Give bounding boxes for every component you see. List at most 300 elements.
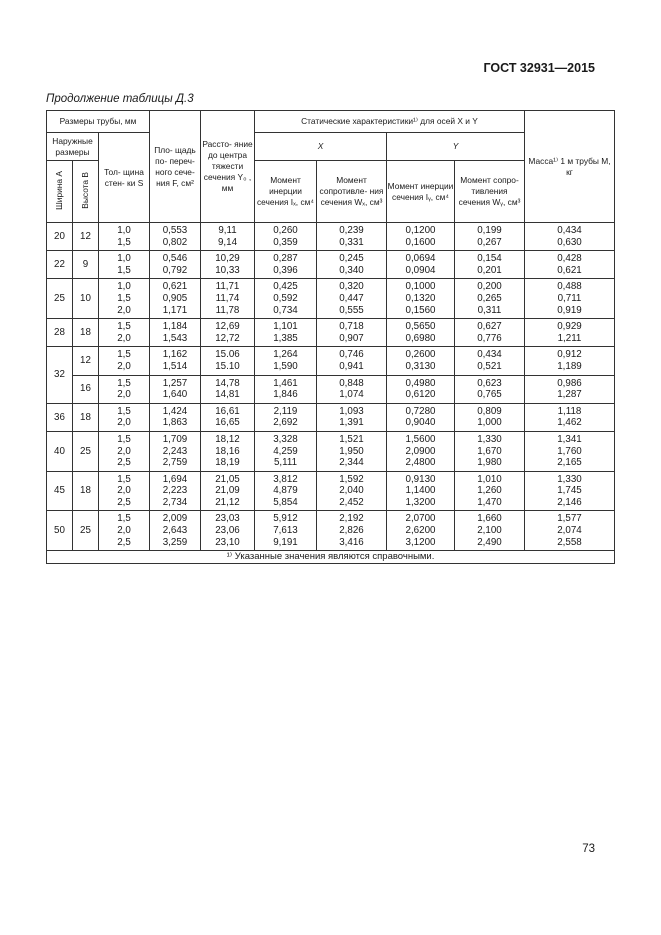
cell-value: 0,1320 [405,292,436,304]
cell-value: 1,694 [162,473,188,485]
cell-value: 1,5 [117,377,131,389]
cell-value: 2,0900 [405,445,436,457]
cell-area [150,347,201,375]
cell-value: 5,111 [273,457,298,469]
cell-value: 2,040 [339,485,364,497]
cell-value: 18,12 [215,433,240,445]
cell-mass [525,471,615,511]
cell-ix [255,223,317,251]
cell-value: 14,78 [215,377,240,389]
cell-value: 0,907 [339,332,364,344]
cell-value: 9,11 [218,225,237,236]
cell-ix [255,511,317,551]
cell-value: 0,9130 [405,473,436,485]
cell-y0 [201,403,255,431]
cell-y0 [201,375,255,403]
cell-value: 1,264 [273,349,298,361]
cell-value: 1,0 [117,253,131,265]
cell-value: 12,72 [215,332,240,344]
header-pipe-sizes: Размеры трубы, мм [47,111,150,133]
cell-value: 0,199 [477,225,502,236]
cell-ix [255,251,317,279]
cell-value: 1,000 [477,417,502,429]
cell-height: 18 [73,319,99,347]
table-footnote: ¹⁾ Указанные значения являются справочными. [47,551,615,564]
cell-y0 [201,347,255,375]
cell-wy [455,223,525,251]
cell-value: 0,3130 [405,360,436,372]
cell-value: 1,391 [339,417,364,429]
table-row [47,511,615,551]
table-row [47,403,615,431]
cell-value: 2,4800 [405,457,436,469]
cell-area [150,431,201,471]
cell-wx [317,511,387,551]
header-width [47,161,73,223]
cell-value: 1,760 [557,445,582,457]
cell-value: 1,470 [477,496,502,508]
cell-y0 [201,223,255,251]
cell-value: 1,171 [162,304,188,316]
cell-value: 0,340 [339,264,364,276]
cell-value: 2,074 [557,525,582,537]
cell-value: 23,06 [215,525,240,537]
cell-wy [455,403,525,431]
cell-value: 1,514 [162,360,188,372]
cell-value: 1,0 [117,281,131,293]
cell-value: 0,746 [339,349,364,361]
cell-wx [317,319,387,347]
cell-value: 0,919 [557,304,582,316]
cell-value: 0,7280 [405,405,436,417]
cell-wx [317,223,387,251]
cell-value: 0,359 [273,236,298,248]
cell-value: 2,146 [557,496,582,508]
cell-value: 2,100 [477,525,502,537]
cell-value: 15.10 [215,360,240,372]
header-center-distance: Рассто- яние до центра тяжести сечения Y₀ , мм [201,111,255,223]
cell-value: 1,287 [557,389,582,401]
cell-value: 1,330 [557,473,582,485]
cell-value: 1,640 [162,389,188,401]
cell-value: 0,9040 [405,417,436,429]
cell-value: 16,65 [215,417,240,429]
cell-value: 1,543 [162,332,188,344]
cell-wx [317,471,387,511]
cell-iy [387,375,455,403]
cell-value: 1,257 [162,377,188,389]
cell-height: 9 [73,251,99,279]
cell-value: 0,621 [162,281,188,293]
cell-value: 23,03 [215,513,240,525]
cell-iy [387,319,455,347]
cell-value: 18,19 [215,457,240,469]
cell-wall [99,223,150,251]
cell-wall [99,431,150,471]
cell-value: 0,546 [162,253,188,265]
cell-value: 1,577 [557,513,582,525]
table-caption: Продолжение таблицы Д.3 [46,93,194,105]
header-outer-sizes: Наружные размеры [47,133,99,161]
cell-value: 2,243 [162,445,188,457]
cell-value: 1,745 [557,485,582,497]
cell-value: 3,328 [273,433,298,445]
cell-value: 11,74 [215,292,240,304]
cell-value: 2,692 [273,417,298,429]
cell-value: 2,0 [117,360,131,372]
table-row [47,431,615,471]
cell-height: 10 [73,279,99,319]
cell-wall [99,375,150,403]
cell-value: 1,5 [117,292,131,304]
cell-height: 16 [73,375,99,403]
cell-value: 0,1000 [405,281,436,293]
cell-value: 0,0904 [405,264,436,276]
cell-value: 0,734 [273,304,298,316]
page-number: 73 [582,843,595,855]
cell-value: 1,950 [339,445,364,457]
cell-mass [525,347,615,375]
cell-ix [255,279,317,319]
cell-value: 0,718 [339,321,364,333]
cell-value: 10,29 [215,253,240,265]
cell-value: 0,905 [162,292,188,304]
cell-value: 0,630 [557,236,582,248]
cell-mass [525,251,615,279]
cell-value: 4,259 [273,445,298,457]
cell-wy [455,471,525,511]
cell-value: 0,6120 [405,389,436,401]
table-row [47,347,615,375]
cell-value: 2,009 [162,513,188,525]
cell-wx [317,279,387,319]
cell-value: 0,711 [557,292,582,304]
cell-value: 2,558 [557,536,582,548]
cell-area [150,375,201,403]
cell-value: 0,320 [339,281,364,293]
cell-value: 2,0 [117,445,131,457]
cell-mass [525,511,615,551]
header-moment-resistance-x: Момент сопротивле- ния сечения Wₓ, см³ [317,161,387,223]
cell-value: 0,311 [477,304,502,316]
cell-value: 2,0 [117,485,131,497]
cell-wall [99,251,150,279]
cell-value: 1,093 [339,405,364,417]
cell-value: 1,5600 [405,433,436,445]
cell-iy [387,511,455,551]
cell-value: 1,385 [273,332,298,344]
cell-iy [387,347,455,375]
cell-value: 4,879 [273,485,298,497]
cell-value: 3,812 [273,473,298,485]
cell-value: 2,6200 [405,525,436,537]
cell-value: 1,5 [117,264,131,276]
cell-value: 1,3200 [405,496,436,508]
cell-value: 1,5 [117,349,131,361]
cell-y0 [201,431,255,471]
header-moment-inertia-x: Момент инерции сечения Iₓ, см⁴ [255,161,317,223]
cell-iy [387,403,455,431]
table-row [47,375,615,403]
cell-height: 12 [73,223,99,251]
cell-height: 18 [73,403,99,431]
cell-area [150,403,201,431]
cell-wy [455,251,525,279]
cell-value: 1,162 [162,349,188,361]
cell-value: 1,5 [117,321,131,333]
cell-wy [455,511,525,551]
cell-y0 [201,511,255,551]
cell-height: 25 [73,431,99,471]
cell-area [150,279,201,319]
cell-area [150,319,201,347]
cell-value: 2,5 [117,457,131,469]
cell-value: 1,5 [117,473,131,485]
cell-area [150,223,201,251]
cell-value: 0,331 [339,236,364,248]
cell-value: 1,5 [117,513,131,525]
cell-value: 0,1200 [405,225,436,236]
cell-value: 0,434 [477,349,502,361]
cell-value: 0,627 [477,321,502,333]
header-area: Пло- щадь по- переч- ного сече- ния F, см² [150,111,201,223]
cell-width: 40 [47,431,73,471]
cell-value: 5,854 [273,496,298,508]
cell-value: 0,5650 [405,321,436,333]
cell-value: 0,848 [339,377,364,389]
cell-value: 0,260 [273,225,298,236]
cell-value: 2,223 [162,485,188,497]
cell-value: 1,5 [117,433,131,445]
cell-value: 9,191 [273,536,298,548]
cell-value: 0,776 [477,332,502,344]
cell-wall [99,471,150,511]
cell-value: 2,826 [339,525,364,537]
cell-value: 1,424 [162,405,188,417]
cell-value: 0,265 [477,292,502,304]
pipe-characteristics-table [46,110,615,564]
cell-value: 0,521 [477,360,502,372]
cell-height: 25 [73,511,99,551]
cell-wx [317,431,387,471]
cell-ix [255,347,317,375]
cell-wall [99,279,150,319]
cell-ix [255,471,317,511]
header-axis-x: X [255,133,387,161]
header-width-label: Ширина A [54,170,64,210]
table-body [47,223,615,551]
table-row [47,471,615,511]
cell-value: 0,287 [273,253,298,265]
cell-value: 1,461 [273,377,298,389]
cell-value: 1,189 [557,360,582,372]
cell-width: 22 [47,251,73,279]
cell-value: 0,621 [557,264,582,276]
cell-value: 11,71 [215,281,240,293]
cell-value: 1,670 [477,445,502,457]
cell-wy [455,279,525,319]
cell-value: 0,809 [477,405,502,417]
cell-value: 0,6980 [405,332,436,344]
cell-value: 1,101 [273,321,298,333]
cell-mass [525,375,615,403]
cell-value: 1,980 [477,457,502,469]
cell-value: 0,986 [557,377,582,389]
cell-wy [455,431,525,471]
cell-mass [525,223,615,251]
cell-value: 2,0 [117,332,131,344]
cell-value: 1,330 [477,433,502,445]
cell-value: 0,2600 [405,349,436,361]
cell-value: 23,10 [215,536,240,548]
cell-value: 2,0 [117,525,131,537]
header-height [73,161,99,223]
cell-value: 21,12 [215,496,240,508]
cell-value: 3,259 [162,536,188,548]
cell-width: 45 [47,471,73,511]
cell-wall [99,403,150,431]
cell-value: 0,4980 [405,377,436,389]
cell-value: 1,118 [557,405,582,417]
cell-iy [387,251,455,279]
cell-width: 32 [47,347,73,403]
cell-value: 1,5 [117,236,131,248]
table-row [47,223,615,251]
cell-value: 0,154 [477,253,502,265]
cell-value: 0,425 [273,281,298,293]
cell-value: 2,0 [117,304,131,316]
cell-mass [525,431,615,471]
cell-y0 [201,279,255,319]
cell-value: 0,245 [339,253,364,265]
cell-value: 1,074 [339,389,364,401]
cell-value: 1,521 [339,433,364,445]
cell-value: 1,010 [477,473,502,485]
cell-value: 15.06 [215,349,240,361]
cell-value: 1,846 [273,389,298,401]
cell-value: 0,623 [477,377,502,389]
cell-value: 0,553 [162,225,188,236]
cell-value: 0,941 [339,360,364,372]
cell-height: 18 [73,471,99,511]
cell-value: 12,69 [215,321,240,333]
cell-value: 2,119 [273,405,298,417]
cell-height: 12 [73,347,99,375]
header-mass: Масса¹⁾ 1 м трубы M, кг [525,111,615,223]
standard-number: ГОСТ 32931—2015 [483,61,595,75]
cell-value: 1,1400 [405,485,436,497]
cell-y0 [201,471,255,511]
cell-mass [525,319,615,347]
cell-width: 50 [47,511,73,551]
cell-value: 0,912 [557,349,582,361]
cell-value: 1,260 [477,485,502,497]
cell-value: 1,184 [162,321,188,333]
cell-value: 1,211 [557,332,582,344]
cell-value: 2,734 [162,496,188,508]
cell-value: 1,592 [339,473,364,485]
cell-iy [387,471,455,511]
cell-value: 2,759 [162,457,188,469]
cell-iy [387,279,455,319]
cell-value: 10,33 [215,264,240,276]
cell-value: 0,428 [557,253,582,265]
cell-value: 0,792 [162,264,188,276]
cell-value: 0,488 [557,281,582,293]
cell-value: 11,78 [215,304,240,316]
cell-width: 36 [47,403,73,431]
cell-ix [255,431,317,471]
cell-value: 0,1600 [405,236,436,248]
cell-ix [255,319,317,347]
cell-value: 1,5 [117,405,131,417]
cell-value: 2,0700 [405,513,436,525]
cell-value: 1,590 [273,360,298,372]
cell-value: 2,0 [117,417,131,429]
cell-value: 1,709 [162,433,188,445]
cell-wx [317,403,387,431]
cell-value: 0,239 [339,225,364,236]
cell-value: 18,16 [215,445,240,457]
table-row [47,319,615,347]
cell-y0 [201,319,255,347]
cell-value: 3,416 [339,536,364,548]
cell-value: 9,14 [217,236,238,248]
cell-value: 0,396 [273,264,298,276]
cell-value: 21,09 [215,485,240,497]
cell-wx [317,347,387,375]
cell-value: 1,0 [117,225,131,236]
cell-value: 0,802 [162,236,188,248]
cell-value: 2,452 [339,496,364,508]
cell-wy [455,319,525,347]
cell-value: 0,929 [557,321,582,333]
cell-value: 1,462 [557,417,582,429]
table-row [47,251,615,279]
cell-value: 1,341 [557,433,582,445]
header-moment-inertia-y: Момент инерции сечения Iᵧ, см⁴ [387,161,455,223]
cell-value: 14,81 [215,389,240,401]
cell-width: 25 [47,279,73,319]
cell-value: 2,0 [117,389,131,401]
cell-value: 16,61 [215,405,240,417]
cell-value: 0,200 [477,281,502,293]
cell-area [150,471,201,511]
cell-wy [455,347,525,375]
header-height-label: Высота B [80,171,90,209]
cell-value: 2,5 [117,496,131,508]
cell-value: 0,447 [339,292,364,304]
cell-y0 [201,251,255,279]
cell-value: 5,912 [273,513,298,525]
cell-wx [317,375,387,403]
header-static-characteristics: Статические характеристики¹⁾ для осей X и Y [255,111,525,133]
header-moment-resistance-y: Момент сопро- тивления сечения Wᵧ, см³ [455,161,525,223]
cell-value: 1,863 [162,417,188,429]
cell-value: 0,592 [273,292,298,304]
cell-mass [525,403,615,431]
cell-value: 0,201 [477,264,502,276]
cell-width: 20 [47,223,73,251]
cell-wall [99,511,150,551]
table-row [47,279,615,319]
cell-value: 0,1560 [405,304,436,316]
cell-area [150,511,201,551]
cell-value: 2,344 [339,457,364,469]
cell-ix [255,403,317,431]
cell-value: 1,660 [477,513,502,525]
cell-value: 2,490 [477,536,502,548]
